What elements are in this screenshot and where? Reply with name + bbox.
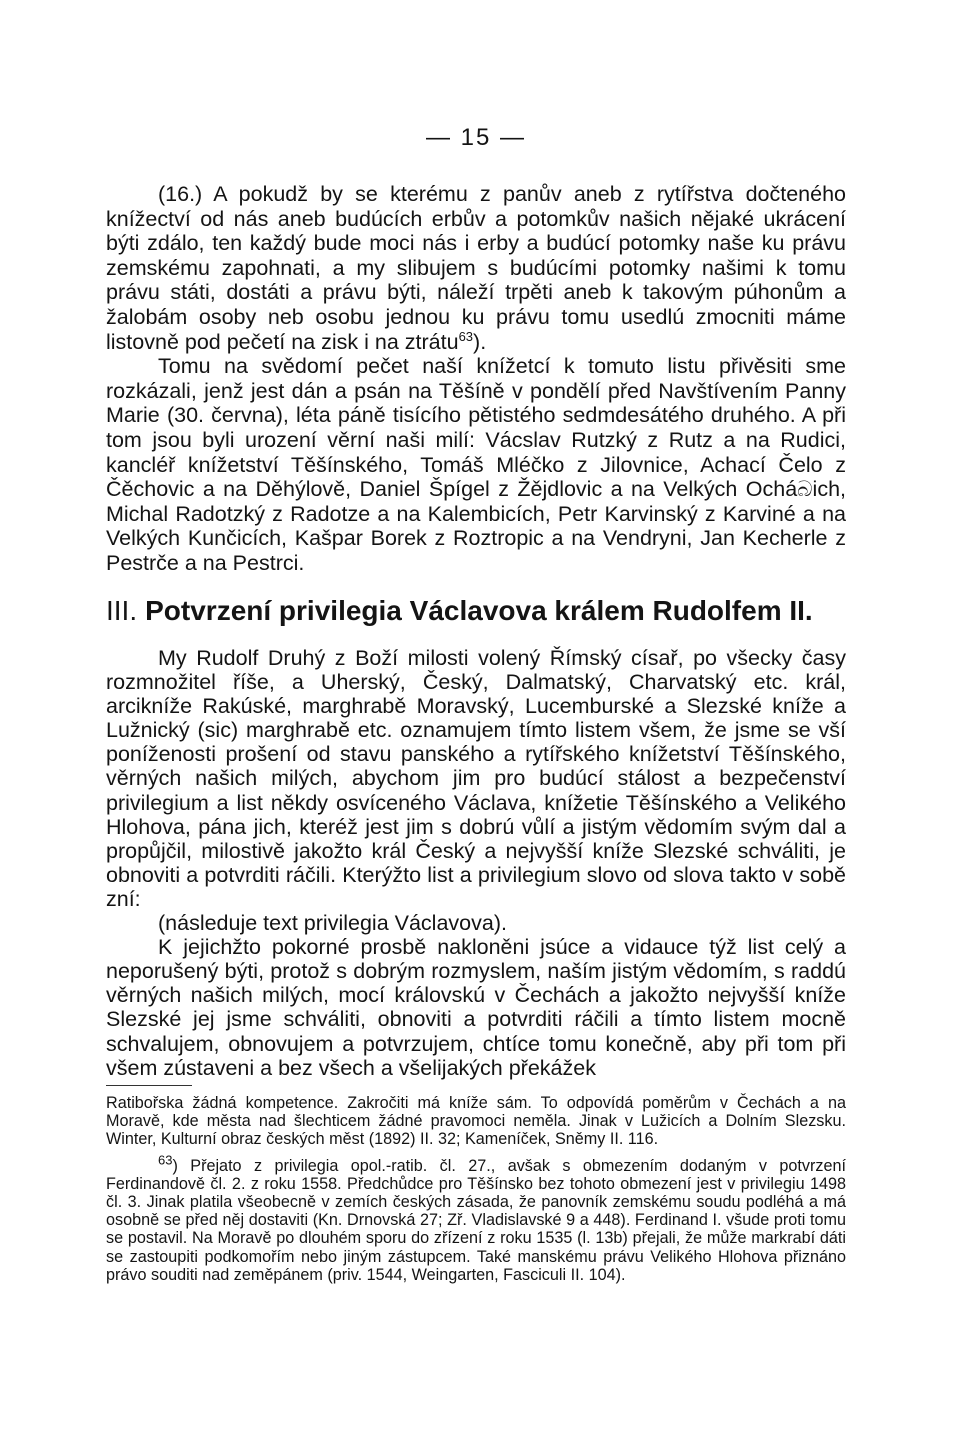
paragraph-16-text: (16.) A pokudž by se kterému z panův aneb z rytířstva dočteného knížectví od nás aneb budúcích erbův a potomkův našich nějaké ukrácení býti zdálo, ten každý bude moci nás i erby a budúcí potomky naše ku právu zemskému zapohnati, a my slibujem s budúcími potomky našimi k tomu právu státi, dostáti a právu býti, náleží trpěti aneb k takovým púhonům a žalobám osoby neb osobu jednou ku právu tomu usedlú zmocniti máme listovně pod pečetí na zisk i na ztrátu [106,182,846,354]
section-number: III. [106,595,138,626]
paragraph-rudolf: My Rudolf Druhý z Boží milosti volený Římský císař, po všecky časy rozmnožitel říše, a Uherský, Český, Dalmatský, Charvatský etc. král, arcikníže Rakúské, marghrabě Moravský, Lucemburské a Slezské kníže a Lužnický (sic) marghrabě etc. oznamujem tímto listem všem, že jsme se vší poníženosti prošení od stavu panského a rytířského knížetství Těšínského, věrných našich milých, abychom jim pro budúcí stálost a bezpečenství privilegium a list někdy osvíceného Václava, knížetie Těšínského a Velikého Hlohova, pána jich, kteréž jest jim s dobrú vůlí a jistým vědomím svým dal a propůjčil, milostivě jakožto král Český a nejvyšší kníže Slezské schváliti, je obnoviti a potvrditi ráčili. Kterýžto list a privilegium slovo od slova takto v sobě zní: [106,646,846,911]
footnote-divider [106,1085,192,1086]
footnote-63 [106,1152,846,1284]
page-number: — 15 — [425,124,527,151]
paragraph-16 [106,182,846,354]
footnotes [106,1094,846,1284]
paragraph-confirmation: K jejichžto pokorné prosbě nakloněni jsúce a vidauce týž list celý a neporušený býti, protož s dobrým rozmyslem, naším jistým vědomím, s raddú věrných našich milých, mocí královskú v Čechách a jakožto nejvyšší kníže Slezské jej jsme schváliti, obnoviti a potvrditi ráčili a tímto listem mocně schvalujem, obnovujem a potvrzujem, chtíce tomu konečně, aby při tom při všem zústaveni a bez všech a všelijakých překážek [106,935,846,1080]
paragraph-16-end: ). [473,329,487,354]
footnote-continuation: Ratibořska žádná kompetence. Zakročiti má kníže sám. To odpovídá poměrům v Čechách a na Moravě, kde města nad šlechticem žádné pravomoci neměla. Jinak v Lužicích a Dolním Slezsku. Winter, Kulturní obraz českých měst (1892) II. 32; Kameníček, Sněmy II. 116. [106,1094,846,1149]
section-16-text [106,182,846,576]
footnote-ref-63: 63 [458,328,474,344]
section-heading [106,595,846,627]
section-title: Potvrzení privilegia Václavova králem Rudolfem II. [145,595,813,626]
section-3-text [106,646,846,1080]
document-page [106,0,846,1456]
footnote-63-marker: 63 [158,1152,173,1168]
footnote-63-text: ) Přejato z privilegia opol.-ratib. čl. 27., avšak s obmezením dodaným v potvrzení Ferdinandově čl. 2. z roku 1558. Předchůdce pro Těšínsko bez tohoto obmezení jest v privilegiu 1498 čl. 3. Jinak platila všeobecně v zemích českých zásada, že panovník zemskému soudu podléhá a má osobně se před něj dostaviti (Kn. Drnovská 27; Zř. Vladislavské 9 a 448). Ferdinand I. všude proti tomu se postavil. Na Moravě po dlouhém sporu do zřízení z roku 1535 (l. 13b) přejali, že může markrabí dáti se zastoupiti podkomořím nebo jiným zástupcem. Také manskému právu Velikého Hlohova přiznáno právo souditi nad zeměpánem (priv. 1544, Weingarten, Fasciculi II. 104). [106,1156,846,1284]
paragraph-insert-note: (následuje text privilegia Václavova). [158,911,507,936]
paragraph-witnesses: Tomu na svědomí pečet naší knížetcí k tomuto listu přivěsiti sme rozkázali, jenž jest dán a psán na Těšíně v pondělí před Navštívením Panny Marie (30. června), léta páně tisícího pětistého sedmdesátého druhého. A při tom jsou byli urození věrní naši milí: Vácslav Rutzký z Rutz a na Rudici, kancléř knížetství Těšínského, Tomáš Mléčko z Jilovnice, Achací Čelo z Čěchovic a na Děhýlově, Daniel Špígel z Žějdlovic a na Velkých Ocháබich, Michal Radotzký z Radotze a na Kalembicích, Petr Karvinský z Karviné a na Velkých Kunčicích, Kašpar Borek z Roztropic a na Vendryni, Jan Kecherle z Pestrče a na Pestrci. [106,354,846,575]
